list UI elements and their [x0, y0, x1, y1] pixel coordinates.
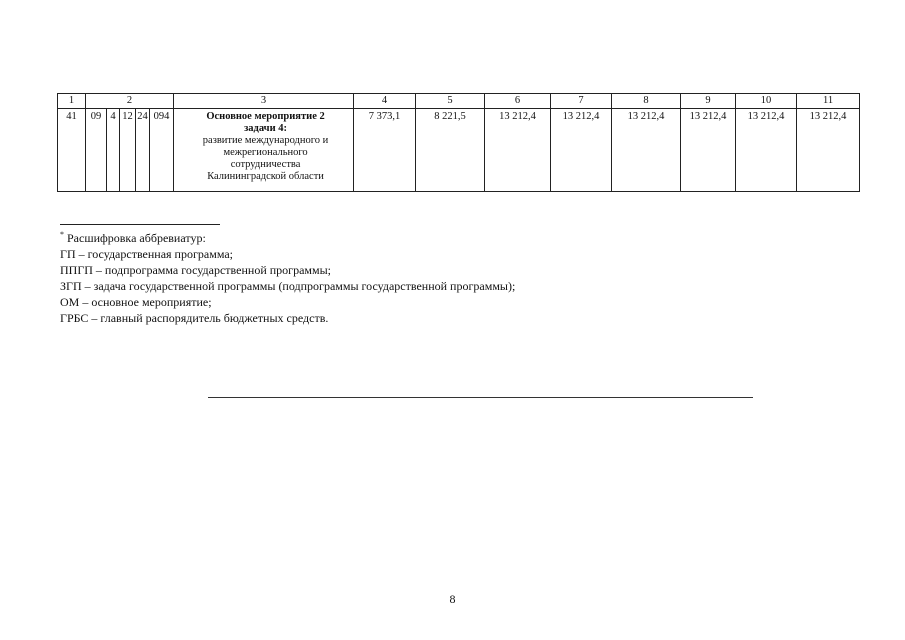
code-cell: 094 [150, 109, 174, 192]
value-cell: 13 212,4 [551, 109, 612, 192]
footnote-separator [60, 224, 220, 225]
measure-title-line: задачи 4: [244, 123, 288, 134]
footnote-marker: * [60, 230, 64, 239]
code-cell: 4 [107, 109, 120, 192]
value-cell: 13 212,4 [736, 109, 797, 192]
abbreviation-line: ЗГП – задача государственной программы (подпрограммы государственной программы); [60, 279, 516, 293]
table-row [58, 109, 860, 192]
header-cell: 5 [416, 94, 485, 109]
abbreviation-line: ГП – государственная программа; [60, 247, 233, 261]
table-header-row [58, 94, 860, 109]
budget-table [57, 93, 860, 192]
value-cell: 13 212,4 [485, 109, 551, 192]
abbreviation-line: ОМ – основное мероприятие; [60, 295, 212, 309]
abbreviation-line: ГРБС – главный распорядитель бюджетных средств. [60, 311, 329, 325]
footnote-heading-text: Расшифровка аббревиатур: [64, 231, 206, 245]
header-cell: 4 [354, 94, 416, 109]
row-number-cell: 41 [58, 109, 86, 192]
measure-description-line: Калининградской области [207, 171, 324, 182]
abbreviation-line: ППГП – подпрограмма государственной программы; [60, 263, 331, 277]
code-cell: 12 [120, 109, 136, 192]
header-cell: 7 [551, 94, 612, 109]
measure-description-line: межрегионального [223, 147, 308, 158]
header-cell: 10 [736, 94, 797, 109]
header-cell: 3 [174, 94, 354, 109]
value-cell: 13 212,4 [612, 109, 681, 192]
value-cell: 13 212,4 [681, 109, 736, 192]
abbreviations-footnote [60, 227, 680, 326]
description-cell [174, 109, 354, 192]
measure-description-line: сотрудничества [230, 159, 301, 170]
measure-title-line: Основное мероприятие 2 [206, 111, 325, 122]
page-number: 8 [449, 592, 456, 606]
value-cell: 13 212,4 [797, 109, 860, 192]
end-separator-line [208, 397, 753, 398]
header-cell: 11 [797, 94, 860, 109]
code-cell: 24 [136, 109, 150, 192]
header-cell: 2 [86, 94, 174, 109]
header-cell: 1 [58, 94, 86, 109]
header-cell: 6 [485, 94, 551, 109]
value-cell: 7 373,1 [354, 109, 416, 192]
code-cell: 09 [86, 109, 107, 192]
measure-description-line: развитие международного и [202, 135, 329, 146]
value-cell: 8 221,5 [416, 109, 485, 192]
header-cell: 8 [612, 94, 681, 109]
header-cell: 9 [681, 94, 736, 109]
footnote-heading [60, 227, 680, 246]
